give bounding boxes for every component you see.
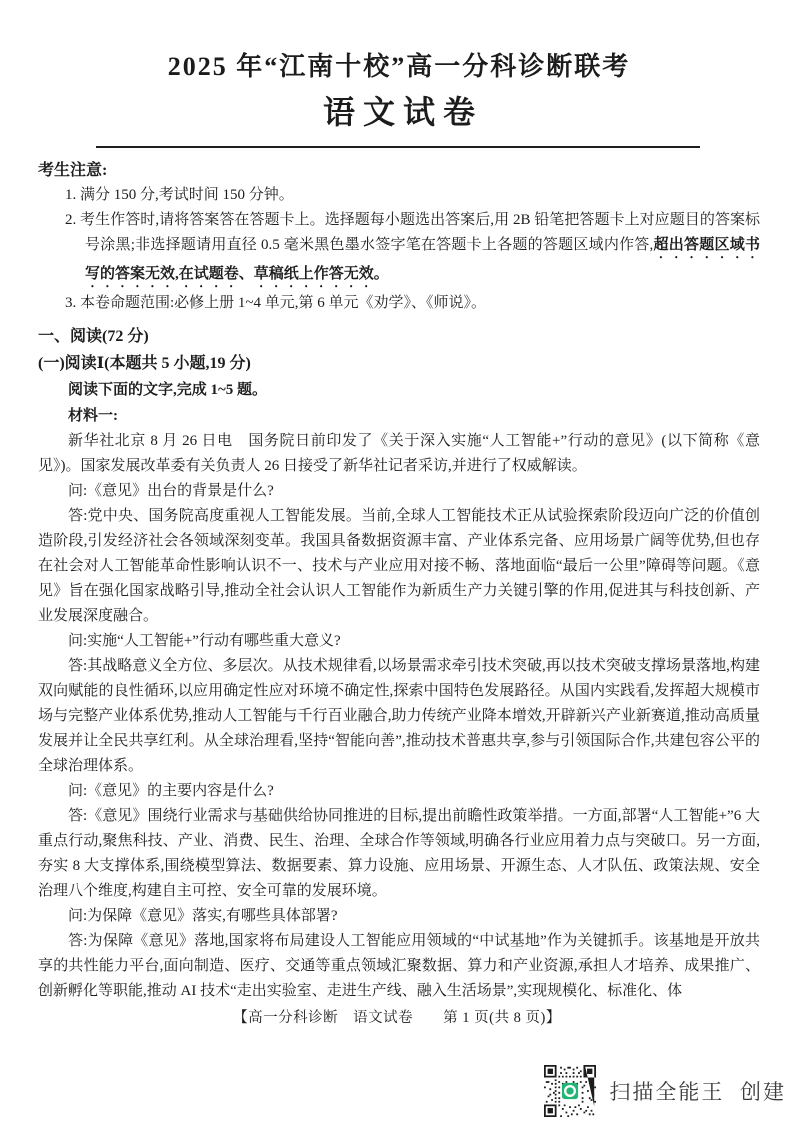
notice-heading: 考生注意: [38,162,108,179]
scan-watermark [544,1065,786,1117]
notice-item-2-text: 2. 考生作答时,请将答案答在答题卡上。选择题每小题选出答案后,用 2B 铅笔把答题卡上对应题目的答案标号涂黑;非选择题请用直径 0.5 毫米黑色墨水签字笔在答题卡上各题的答题区域内作答, [65,212,760,253]
body-paragraph: 问:为保障《意见》落实,有哪些具体部署? [68,908,338,924]
title-divider [96,146,700,148]
qr-code-icon [544,1065,596,1117]
candidate-notice-section [38,159,760,316]
body-paragraph: 问:实施“人工智能+”行动有哪些重大意义? [68,633,341,649]
subsection-heading: (一)阅读Ⅰ(本题共 5 小题,19 分) [38,355,251,372]
notice-item-1: 1. 满分 150 分,考试时间 150 分钟。 [65,187,294,203]
section-heading: 一、阅读(72 分) [38,328,149,345]
body-paragraph: 答:《意见》围绕行业需求与基础供给协同推进的目标,提出前瞻性政策举措。一方面,部署“人工智能+”6 大重点行动,聚焦科技、产业、消费、民生、治理、全球合作等领域,明确各行业应用着力点与突破口。另一方面,夯实 8 大支撑体系,围绕模型算法、数据要素、算力设施、应用场景、开源生态、人才队伍、政策法规、安全治理八个维度,构建自主可控、安全可靠的发展环境。 [38,808,760,899]
paper-header [38,50,760,148]
reading-instruction: 阅读下面的文字,完成 1~5 题。 [68,382,268,398]
material-body [38,429,760,1004]
watermark-text: 扫描全能王 创建 [609,1081,786,1104]
subject-title: 语文试卷 [322,94,483,130]
notice-item-2-emphasis: 超出答题区域书写的答案无效,在试题卷、草稿纸上作答无效。 [85,237,760,282]
body-paragraph: 答:其战略意义全方位、多层次。从技术规律看,以场景需求牵引技术突破,再以技术突破支撑场景落地,构建双向赋能的良性循环,以应用确定性应对环境不确定性,探索中国特色发展路径。从国内实践看,发挥超大规模市场与完整产业体系优势,推动人工智能与千行百业融合,助力传统产业降本增效,开辟新兴产业新赛道,推动高质量发展并让全民共享红利。从全球治理看,坚持“智能向善”,推动技术普惠共享,参与引领国际合作,共建包容公平的全球治理体系。 [38,658,760,774]
reading-section [38,323,760,1004]
page-footer: 【高一分科诊断 语文试卷 第 1 页(共 8 页)】 [233,1010,561,1026]
body-paragraph: 答:党中央、国务院高度重视人工智能发展。当前,全球人工智能技术正从试验探索阶段迈向广泛的价值创造阶段,引发经济社会各领域深刻变革。我国具备数据资源丰富、产业体系完备、应用场景广阔等优势,但也存在社会对人工智能革命性影响认识不一、技术与产业应用对接不畅、落地面临“最后一公里”障碍等问题。《意见》旨在强化国家战略引导,推动全社会认识人工智能作为新质生产力关键引擎的作用,促进其与科技创新、产业发展深度融合。 [38,508,760,624]
body-paragraph: 答:为保障《意见》落地,国家将布局建设人工智能应用领域的“中试基地”作为关键抓手。该基地是开放共享的共性能力平台,面向制造、医疗、交通等重点领域汇聚数据、算力和产业资源,承担人才培养、成果推广、创新孵化等职能,推动 AI 技术“走出实验室、走进生产线、融入生活场景”,实现规模化、标准化、体 [38,933,760,999]
notice-item-2 [38,208,760,291]
notice-item-3: 3. 本卷命题范围:必修上册 1~4 单元,第 6 单元《劝学》、《师说》。 [65,295,487,311]
body-paragraph: 问:《意见》出台的背景是什么? [68,483,274,499]
material-label: 材料一: [68,408,118,424]
exam-title: 2025 年“江南十校”高一分科诊断联考 [167,52,631,81]
body-paragraph: 问:《意见》的主要内容是什么? [68,783,274,799]
body-paragraph: 新华社北京 8 月 26 日电 国务院日前印发了《关于深入实施“人工智能+”行动的意见》(以下简称《意见》)。国家发展改革委有关负责人 26 日接受了新华社记者采访,并进行了权威解读。 [38,433,760,474]
